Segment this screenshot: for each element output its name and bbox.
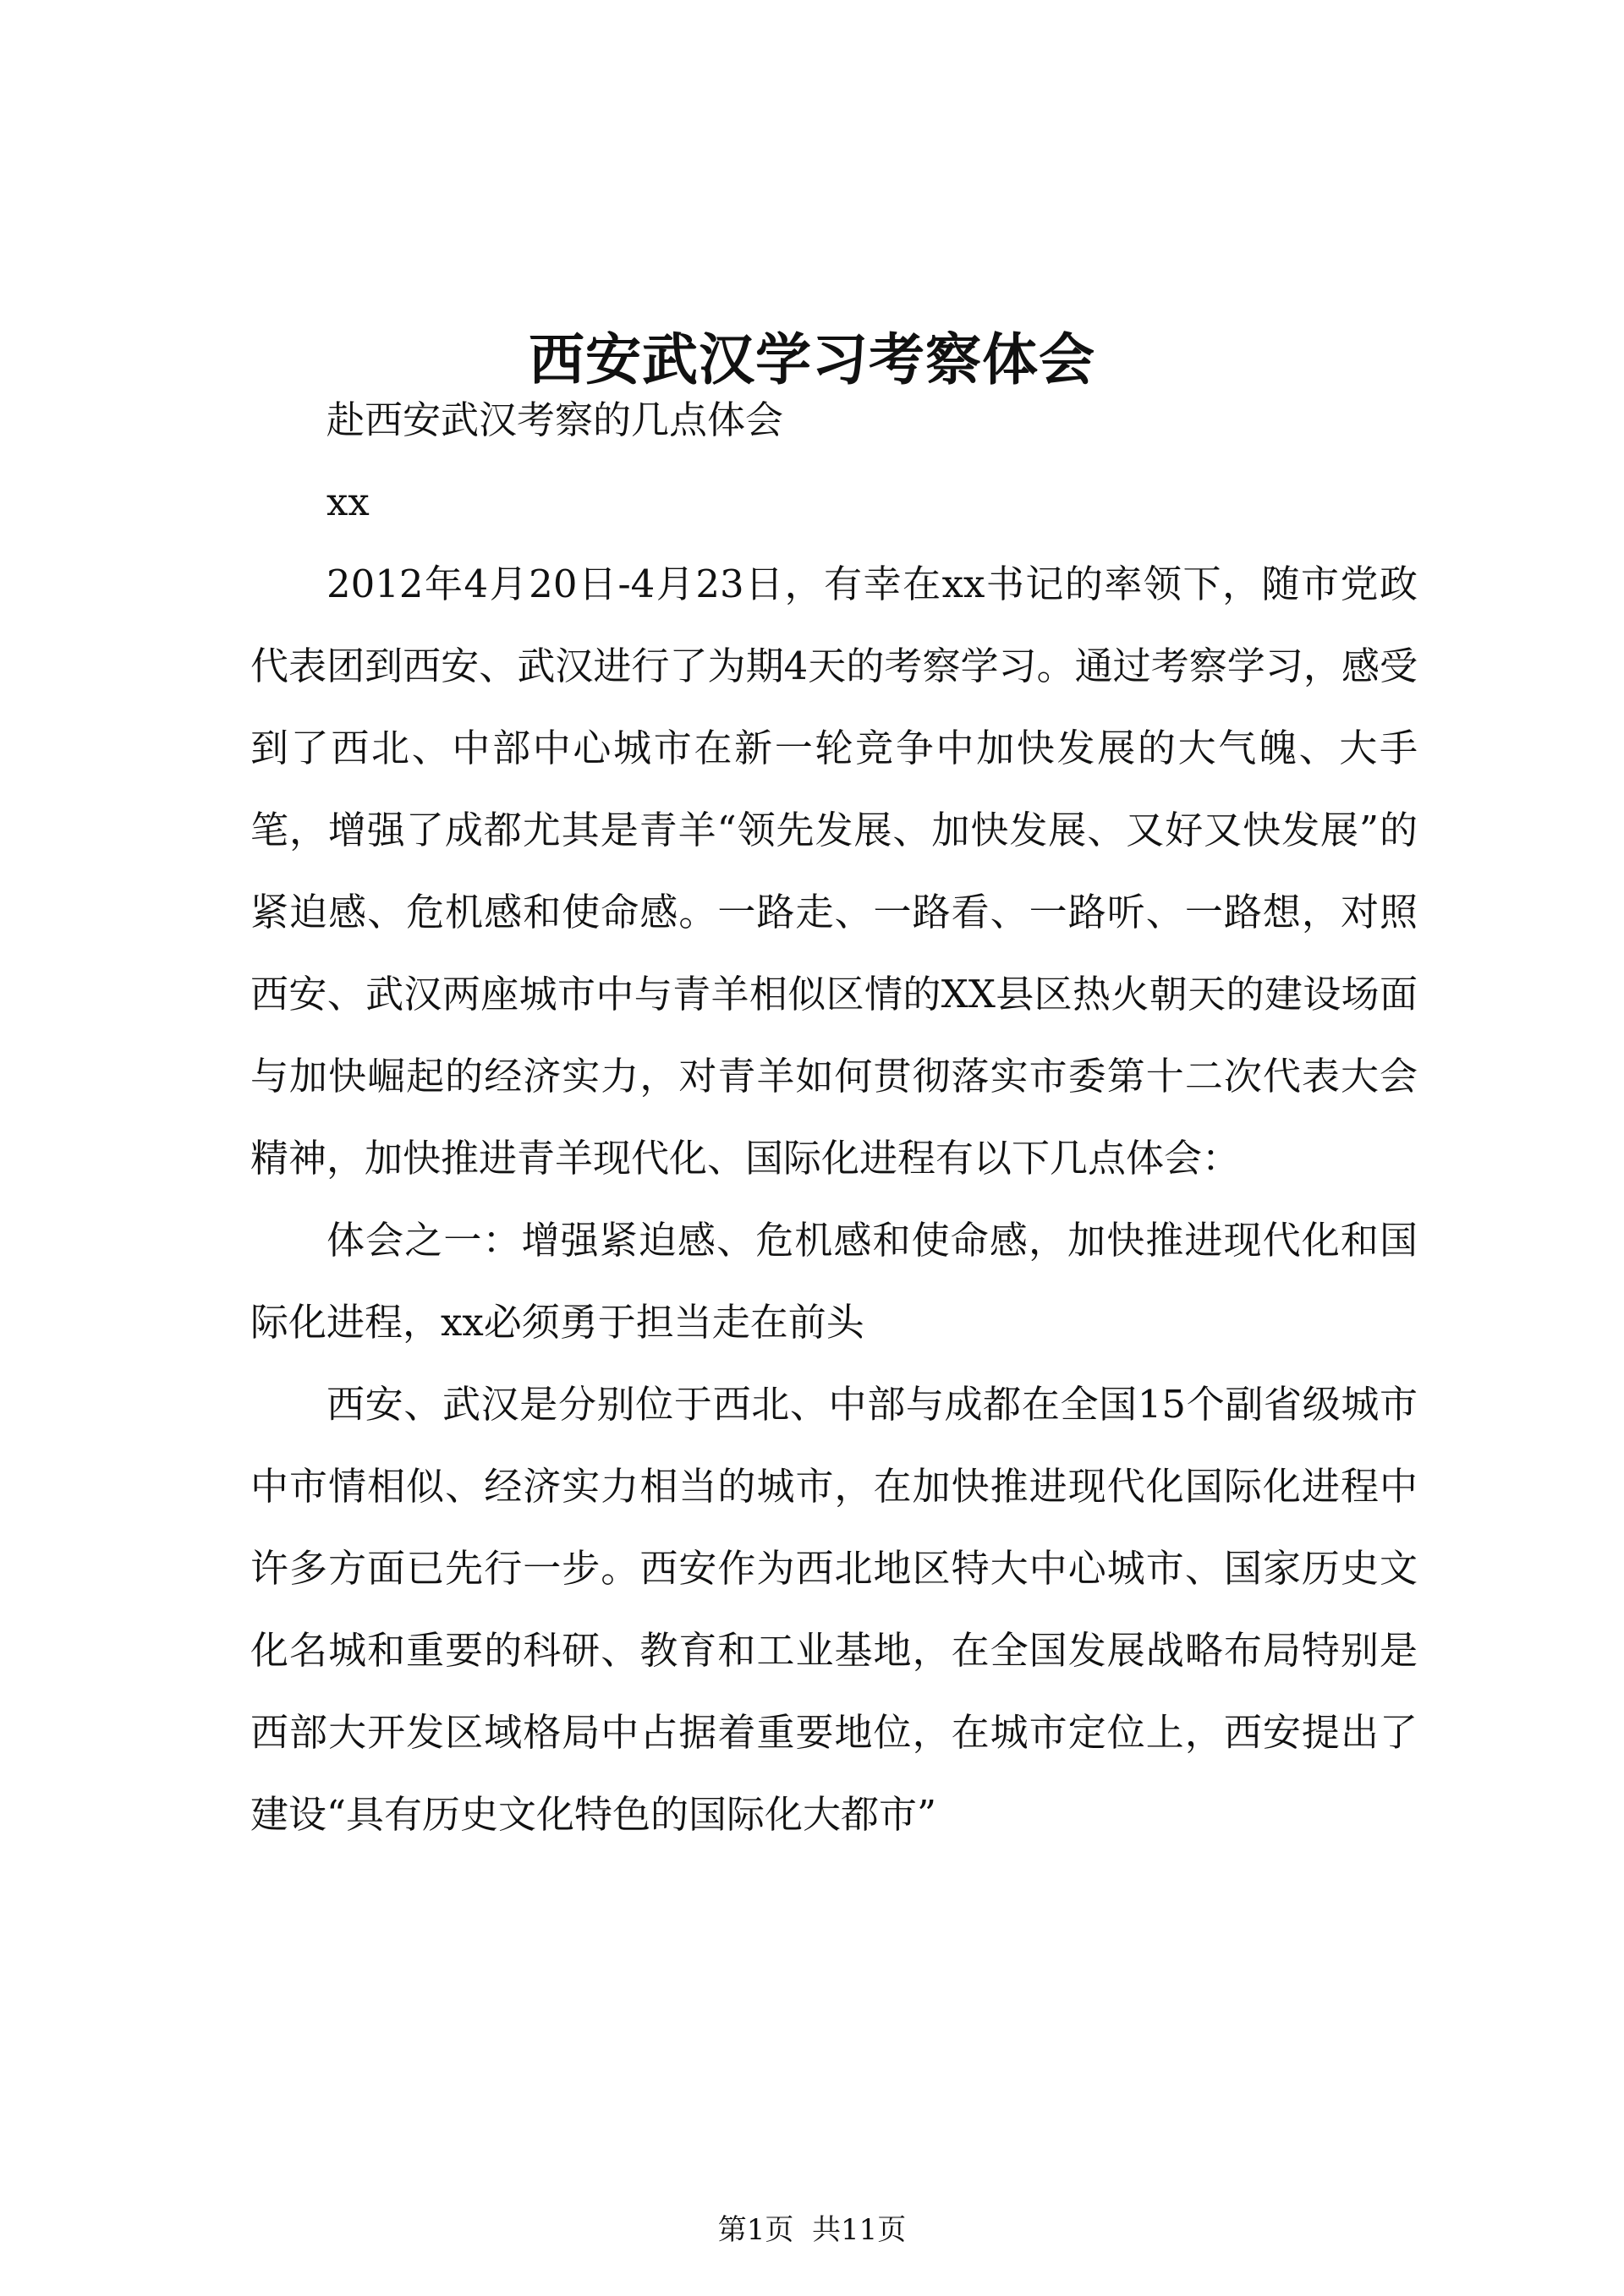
paragraph-2: 体会之一：增强紧迫感、危机感和使命感，加快推进现代化和国际化进程，xx必须勇于担当走在前头 — [250, 1218, 1418, 1345]
author: xx — [326, 479, 370, 524]
subtitle: 赴西安武汉考察的几点体会 — [326, 397, 784, 442]
page-footer — [0, 2209, 1624, 2251]
page-number: 第1页 — [717, 2213, 794, 2247]
paragraph-1: 2012年4月20日-4月23日，有幸在xx书记的率领下，随市党政代表团到西安、武汉进行了为期4天的考察学习。通过考察学习，感受到了西北、中部中心城市在新一轮竞争中加快发展的大气魄、大手笔，增强了成都尤其是青羊“领先发展、加快发展、又好又快发展”的紧迫感、危机感和使命感。一路走、一路看、一路听、一路想，对照西安、武汉两座城市中与青羊相似区情的XX县区热火朝天的建设场面与加快崛起的经济实力，对青羊如何贯彻落实市委第十二次代表大会精神，加快推进青羊现代化、国际化进程有以下几点体会： — [250, 562, 1418, 1181]
paragraph-3: 西安、武汉是分别位于西北、中部与成都在全国15个副省级城市中市情相似、经济实力相当的城市，在加快推进现代化国际化进程中许多方面已先行一步。西安作为西北地区特大中心城市、国家历史文化名城和重要的科研、教育和工业基地，在全国发展战略布局特别是西部大开发区域格局中占据着重要地位，在城市定位上，西安提出了建设“具有历史文化特色的国际化大都市” — [250, 1382, 1418, 1837]
document-body — [250, 379, 1418, 1855]
page-total: 共11页 — [812, 2213, 907, 2247]
document-title: 西安武汉学习考察体会 — [529, 326, 1095, 393]
